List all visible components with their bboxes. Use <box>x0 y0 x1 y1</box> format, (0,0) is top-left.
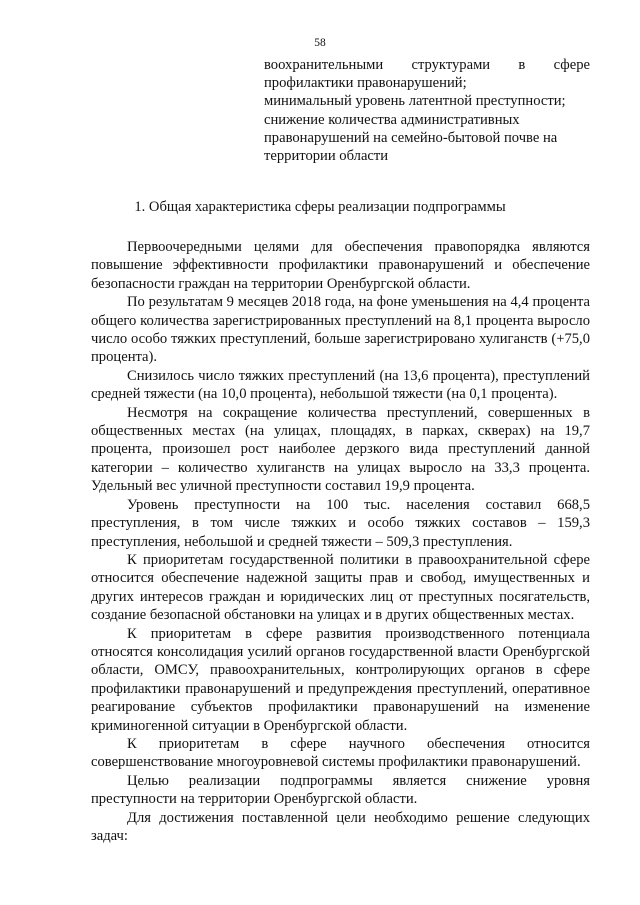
paragraph: Для достижения поставленной цели необходимо решение следующих задач: <box>91 809 590 844</box>
paragraph: По результатам 9 месяцев 2018 года, на фоне уменьшения на 4,4 процента общего количества зарегистрированных преступлений на 8,1 процента выросло число особо тяжких преступлений, больше зарегистрировано хулиганств (+75,0 процента). <box>91 294 590 366</box>
paragraph: Первоочередными целями для обеспечения правопорядка являются повышение эффективности профилактики правонарушений и обеспечение безопасности граждан на территории Оренбургской области. <box>91 239 590 292</box>
paragraph: К приоритетам в сфере развития производственного потенциала относятся консолидация усилий органов государственной власти Оренбургской области, ОМСУ, правоохранительных, контролирующих органов в сфере профилактики правонарушений и предупреждения преступлений, оперативное реагирование субъектов профилактики правонарушений на изменение криминогенной ситуации в Оренбургской области. <box>91 625 590 734</box>
list-item: воохранительными структурами в сфере профилактики правонарушений; <box>264 57 590 92</box>
paragraph: Целью реализации подпрограммы является снижение уровня преступности на территории Оренбургской области. <box>91 772 590 808</box>
body-text <box>91 238 590 845</box>
paragraph: К приоритетам государственной политики в правоохранительной сфере относится обеспечение надежной защиты прав и свобод, имущественных и других интересов граждан и юридических лиц от преступных посягательств, создание безопасной обстановки на улицах и в других общественных местах. <box>91 551 590 624</box>
section-heading: 1. Общая характеристика сферы реализации подпрограммы <box>134 199 506 215</box>
paragraph: Уровень преступности на 100 тыс. населения составил 668,5 преступления, в том числе тяжких и особо тяжких составов – 159,3 преступления, небольшой и средней тяжести – 509,3 преступления. <box>91 496 590 550</box>
continuation-list <box>264 56 590 165</box>
paragraph: Несмотря на сокращение количества преступлений, совершенных в общественных местах (на улицах, площадях, в парках, скверах) на 19,7 процента, произошел рост наиболее дерзкого вида преступлений данной категории – количество хулиганств на улицах выросло на 33,3 процента. Удельный вес уличной преступности составил 19,9 процента. <box>91 404 590 495</box>
paragraph: Снизилось число тяжких преступлений (на 13,6 процента), преступлений средней тяжести (на 10,0 процента), небольшой тяжести (на 0,1 процента). <box>91 367 590 403</box>
list-item: снижение количества административных правонарушений на семейно-бытовой почве на территории области <box>264 111 558 165</box>
page-number: 58 <box>314 37 326 49</box>
paragraph: К приоритетам в сфере научного обеспечения относится совершенствование многоуровневой системы профилактики правонарушений. <box>91 735 590 771</box>
list-item: минимальный уровень латентной преступности; <box>264 93 566 110</box>
